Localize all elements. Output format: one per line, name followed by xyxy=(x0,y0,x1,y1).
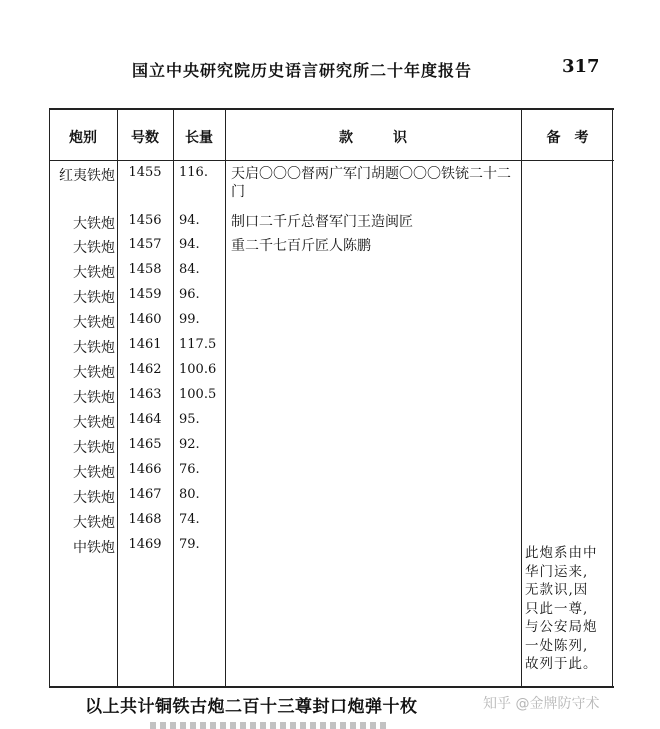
cell-type: 大铁炮 xyxy=(73,465,115,481)
cell-length: 94. xyxy=(179,213,200,228)
cell-length: 117.5 xyxy=(179,337,217,352)
cell-length: 94. xyxy=(179,237,200,252)
header-rule xyxy=(49,160,614,161)
remark-line: 此炮系由中 xyxy=(525,545,598,561)
cell-type: 大铁炮 xyxy=(73,515,115,531)
report-title: 国立中央研究院历史语言研究所二十年度报告 xyxy=(132,61,473,80)
cell-type: 大铁炮 xyxy=(73,415,115,431)
cell-length: 79. xyxy=(179,537,200,552)
cell-number: 1468 xyxy=(128,512,162,527)
cannon-table xyxy=(49,108,614,688)
remark-line: 只此一尊, xyxy=(525,600,589,617)
header-remarks: 备考 xyxy=(546,130,603,146)
cell-length: 76. xyxy=(179,462,200,477)
table-row xyxy=(49,237,614,262)
cell-type: 大铁炮 xyxy=(73,315,115,331)
header-length: 长量 xyxy=(185,130,213,146)
cell-inscription: 天启〇〇〇督两广军门胡题〇〇〇铁铳二十二门 xyxy=(231,166,511,200)
cell-number: 1462 xyxy=(128,362,162,377)
table-row xyxy=(49,287,614,312)
cell-number: 1457 xyxy=(128,237,162,252)
remark-line: 一处陈列, xyxy=(525,637,589,654)
cell-length: 92. xyxy=(179,437,200,452)
table-row xyxy=(49,487,614,512)
cut-off-text-line xyxy=(150,722,390,729)
cell-type: 大铁炮 xyxy=(73,216,115,232)
remark-cell xyxy=(525,544,613,674)
cell-number: 1456 xyxy=(128,213,162,228)
cell-type: 大铁炮 xyxy=(73,265,115,281)
watermark: 知乎 @金牌防守术 xyxy=(483,696,600,712)
cell-length: 99. xyxy=(179,312,200,327)
cell-inscription: 重二千七百斤匠人陈鹏 xyxy=(231,238,371,254)
table-row xyxy=(49,312,614,337)
cell-type: 大铁炮 xyxy=(73,490,115,506)
cell-number: 1467 xyxy=(128,487,162,502)
cell-length: 100.6 xyxy=(179,362,217,377)
cell-type: 大铁炮 xyxy=(73,290,115,306)
header-number: 号数 xyxy=(131,130,159,146)
cell-number: 1460 xyxy=(128,312,162,327)
table-row xyxy=(49,437,614,462)
cell-number: 1466 xyxy=(128,462,162,477)
summary-footer: 以上共计铜铁古炮二百十三尊封口炮弹十枚 xyxy=(85,697,418,717)
cell-number: 1458 xyxy=(128,262,162,277)
header-inscription: 款识 xyxy=(339,130,447,146)
cell-type: 大铁炮 xyxy=(73,440,115,456)
table-row xyxy=(49,512,614,537)
cell-inscription: 制口二千斤总督军门王造闽匠 xyxy=(231,214,413,230)
cell-length: 100.5 xyxy=(179,387,217,402)
page-number: 317 xyxy=(562,56,600,77)
cell-length: 116. xyxy=(179,165,208,180)
cell-length: 80. xyxy=(179,487,200,502)
cell-length: 95. xyxy=(179,412,200,427)
cell-number: 1469 xyxy=(128,537,162,552)
remark-line: 华门运来, xyxy=(525,563,589,580)
cell-type: 红夷铁炮 xyxy=(59,168,115,184)
table-row xyxy=(49,337,614,362)
table-row xyxy=(49,387,614,412)
header-type: 炮别 xyxy=(69,130,97,146)
table-row xyxy=(49,165,614,200)
cell-length: 84. xyxy=(179,262,200,277)
cell-number: 1464 xyxy=(128,412,162,427)
cell-type: 大铁炮 xyxy=(73,240,115,256)
cell-number: 1463 xyxy=(128,387,162,402)
cell-number: 1465 xyxy=(128,437,162,452)
cell-number: 1459 xyxy=(128,287,162,302)
remark-line: 故列于此。 xyxy=(525,656,598,672)
cell-type: 中铁炮 xyxy=(73,540,115,556)
remark-line: 无款识,因 xyxy=(525,582,589,598)
table-row xyxy=(49,213,614,238)
cell-number: 1455 xyxy=(128,165,162,180)
table-row xyxy=(49,412,614,437)
cell-type: 大铁炮 xyxy=(73,390,115,406)
table-row xyxy=(49,462,614,487)
remark-line: 与公安局炮 xyxy=(525,619,598,635)
cell-number: 1461 xyxy=(128,337,162,352)
cell-length: 74. xyxy=(179,512,200,527)
page-header xyxy=(132,54,602,84)
cell-type: 大铁炮 xyxy=(73,365,115,381)
table-row xyxy=(49,362,614,387)
table-row xyxy=(49,262,614,287)
cell-length: 96. xyxy=(179,287,200,302)
cell-type: 大铁炮 xyxy=(73,340,115,356)
